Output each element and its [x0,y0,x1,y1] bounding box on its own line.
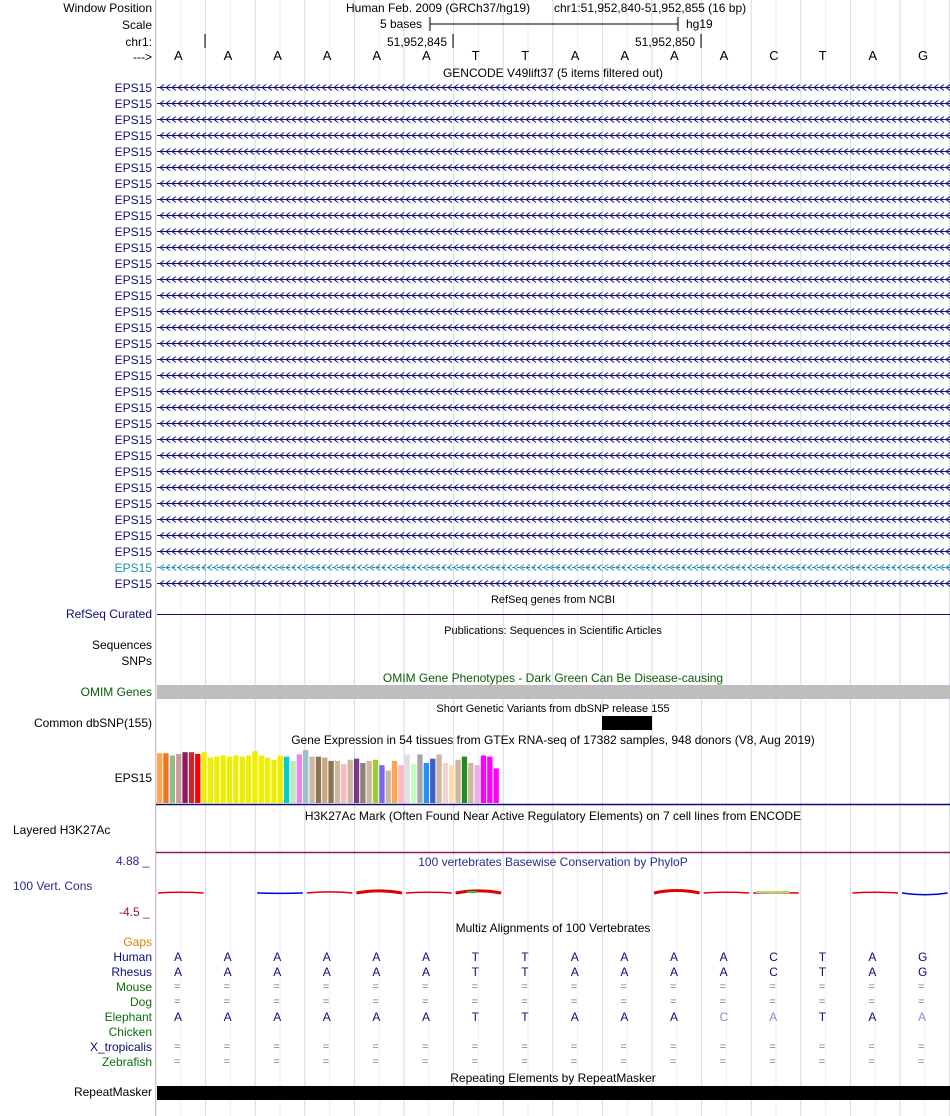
gtex-tissue-bar [468,763,473,803]
multiz-base: = [719,1056,727,1068]
pubs-track-title: Publications: Sequences in Scientific Articles [444,625,662,637]
phylop-signal-mark [852,892,898,893]
gtex-tissue-bar [221,756,226,804]
multiz-base: A [223,950,232,964]
multiz-base: A [223,1010,232,1024]
dbsnp-track-title: Short Genetic Variants from dbSNP release 155 [436,703,670,715]
multiz-base: A [670,1010,679,1024]
gtex-tissue-bar [328,761,333,803]
multiz-base: = [273,996,280,1008]
multiz-species-label[interactable]: Mouse [115,980,152,994]
gtex-tissue-bar [278,756,283,804]
gencode-transcript-label[interactable]: EPS15 [114,241,152,255]
multiz-base: = [818,996,826,1008]
gtex-tissue-bar [297,754,302,803]
gencode-transcript-label[interactable]: EPS15 [114,529,152,543]
multiz-species-label[interactable]: Zebrafish [101,1055,152,1069]
gtex-tissue-bar [163,753,168,803]
repeatmasker-element [157,1086,950,1100]
gencode-transcript-label[interactable]: EPS15 [114,561,152,575]
coord-label-1: 51,952,845 [387,35,448,49]
dbsnp-label[interactable]: Common dbSNP(155) [33,716,152,730]
multiz-base: T [818,1010,827,1024]
multiz-base: T [521,950,529,964]
phylop-signal-mark [654,890,700,893]
gtex-tissue-bar [182,752,187,803]
multiz-base: A [620,965,629,979]
multiz-base: A [570,1010,579,1024]
refseq-label[interactable]: RefSeq Curated [65,607,152,621]
multiz-base: = [174,981,181,993]
multiz-base: = [471,981,479,993]
multiz-base: = [570,1041,578,1053]
gtex-tissue-bar [348,760,353,803]
multiz-base: A [273,965,282,979]
h3k27ac-track-title: H3K27Ac Mark (Often Found Near Active Regulatory Elements) on 7 cell lines from ENCODE [304,809,802,823]
base-letter: A [372,48,382,63]
multiz-base: = [521,1056,528,1068]
multiz-base: = [918,1056,925,1068]
gtex-tissue-bar [367,761,372,803]
gencode-transcript-label[interactable]: EPS15 [114,577,152,591]
gencode-track-title: GENCODE V49lift37 (5 items filtered out) [442,66,664,80]
phylop-signal-mark [704,892,750,893]
multiz-base: A [322,965,331,979]
multiz-species-label[interactable]: Dog [129,995,152,1009]
multiz-base: A [322,1010,331,1024]
multiz-base: A [174,965,183,979]
multiz-base: = [620,981,627,993]
multiz-base: A [570,965,579,979]
multiz-base: A [868,1010,877,1024]
gtex-tissue-bar [405,754,410,803]
window-position-label: Window Position [63,1,152,15]
gtex-tissue-bar [430,759,435,803]
gtex-tissue-bar [284,757,289,803]
gtex-tissue-bar [392,761,397,803]
multiz-base: A [620,950,629,964]
multiz-base: = [422,981,429,993]
multiz-base: = [471,1041,479,1053]
gencode-transcript-label[interactable]: EPS15 [114,273,152,287]
multiz-base: = [223,996,231,1008]
gtex-tissue-bar [201,752,206,803]
multiz-gaps-label: Gaps [123,935,152,949]
gtex-tissue-bar [360,763,365,803]
multiz-base: A [868,950,877,964]
multiz-base: = [422,1056,429,1068]
multiz-base: A [422,1010,431,1024]
multiz-base: T [471,965,479,979]
gencode-transcript-label[interactable]: EPS15 [114,337,152,351]
gtex-tissue-bar [455,760,460,803]
gtex-tissue-bar [373,760,378,803]
gtex-tissue-bar [462,757,467,803]
multiz-species-label[interactable]: Chicken [108,1025,152,1039]
gencode-transcript-label[interactable]: EPS15 [114,193,152,207]
gtex-tissue-bar [379,765,384,803]
gencode-transcript-label[interactable]: EPS15 [114,289,152,303]
gencode-transcript-label[interactable]: EPS15 [114,97,152,111]
multiz-base: = [868,1041,875,1053]
phylop-signal-mark [456,891,502,893]
gtex-tissue-bar [240,757,245,803]
multiz-base: A [174,950,183,964]
multiz-base: = [719,981,727,993]
multiz-base: = [868,996,875,1008]
gencode-transcript-label[interactable]: EPS15 [114,401,152,415]
multiz-base: = [769,1041,776,1053]
multiz-base: = [620,996,627,1008]
gtex-tissue-bar [436,754,441,803]
base-letter: A [273,48,282,63]
gtex-track-title: Gene Expression in 54 tissues from GTEx RNA-seq of 17382 samples, 948 donors (V8, Aug 2019) [291,733,815,747]
gtex-tissue-bar [475,765,480,803]
multiz-base: = [422,996,429,1008]
refseq-track-title: RefSeq genes from NCBI [490,594,616,606]
gtex-tissue-bar [449,765,454,803]
chrom-label: chr1: [125,35,152,49]
gencode-transcript-label[interactable]: EPS15 [114,369,152,383]
multiz-base: = [273,1056,280,1068]
multiz-base: A [422,950,431,964]
gtex-tissue-bar [494,768,499,803]
gtex-tissue-bar [189,752,194,803]
phylop-signal-mark [467,891,477,893]
multiz-base: = [918,981,925,993]
multiz-base: = [670,996,677,1008]
gtex-tissue-bar [214,757,219,803]
gencode-transcript-label[interactable]: EPS15 [114,449,152,463]
multiz-base: = [719,1041,727,1053]
base-letter: G [918,48,929,63]
gencode-transcript-label[interactable]: EPS15 [114,177,152,191]
multiz-base: = [223,1041,231,1053]
multiz-base: = [868,981,875,993]
multiz-base: = [422,1041,429,1053]
gencode-transcript-label[interactable]: EPS15 [114,305,152,319]
scale-bar-text: 5 bases [380,17,423,31]
h3k27ac-label[interactable]: Layered H3K27Ac [13,823,111,837]
multiz-base: A [174,1010,183,1024]
multiz-base: A [719,965,728,979]
multiz-species-label[interactable]: Rhesus [111,965,152,979]
position-readout: chr1:51,952,840-51,952,855 (16 bp) [554,1,747,15]
multiz-base: = [620,1041,627,1053]
base-letter: A [868,48,878,63]
gtex-tissue-bar [259,756,264,804]
base-letter: A [670,48,679,63]
multiz-base: = [322,981,330,993]
base-letter: A [719,48,729,63]
omim-track-title: OMIM Gene Phenotypes - Dark Green Can Be Disease-causing [382,671,724,685]
gtex-tissue-bar [157,753,162,803]
multiz-base: A [670,950,679,964]
gencode-transcript-label[interactable]: EPS15 [114,81,152,95]
multiz-base: = [670,1041,677,1053]
gtex-tissue-bar [443,763,448,803]
multiz-base: = [769,1056,776,1068]
multiz-base: = [670,981,677,993]
multiz-base: = [570,981,578,993]
multiz-species-label[interactable]: Elephant [104,1010,152,1024]
base-letter: A [322,48,332,63]
multiz-track-title: Multiz Alignments of 100 Vertebrates [455,921,651,935]
phylop-label[interactable]: 100 Vert. Cons [13,879,93,893]
multiz-base: C [719,1010,729,1024]
gencode-transcript-label[interactable]: EPS15 [114,353,152,367]
gtex-tissue-bar [309,757,314,803]
multiz-base: = [918,1041,925,1053]
gtex-tissue-bar [195,754,200,803]
gtex-tissue-bar [335,761,340,803]
multiz-base: = [620,1056,627,1068]
gtex-tissue-bar [246,756,251,804]
multiz-base: = [174,1041,181,1053]
multiz-base: A [273,1010,282,1024]
repeatmasker-label[interactable]: RepeatMasker [73,1085,152,1099]
base-letter: A [422,48,431,63]
phylop-signal-mark [356,891,402,893]
gencode-transcript-label[interactable]: EPS15 [114,513,152,527]
gencode-transcript-label[interactable]: EPS15 [114,481,152,495]
multiz-base: = [273,1041,280,1053]
phylop-signal-mark [158,892,204,893]
gtex-tissue-bar [176,754,181,803]
multiz-base: = [818,1056,826,1068]
dbsnp-variant [602,716,652,730]
multiz-base: = [818,981,826,993]
scale-db-text: hg19 [686,17,713,31]
multiz-base: T [521,1010,529,1024]
multiz-base: = [471,996,479,1008]
pubs-snps-label[interactable]: SNPs [121,654,152,668]
gencode-transcript-label[interactable]: EPS15 [114,417,152,431]
base-letter: T [521,48,530,63]
gtex-tissue-bar [411,764,416,803]
phylop-max-label: 4.88 _ [116,854,150,868]
coord-label-2: 51,952,850 [635,35,696,49]
multiz-base: = [372,1056,379,1068]
phylop-min-label: -4.5 _ [119,905,150,919]
multiz-base: A [322,950,331,964]
gencode-transcript-label[interactable]: EPS15 [114,113,152,127]
strand-label: ---> [133,50,152,64]
multiz-base: A [868,965,877,979]
multiz-base: A [670,965,679,979]
phylop-track-title: 100 vertebrates Basewise Conservation by PhyloP [418,855,688,869]
multiz-base: = [918,996,925,1008]
gencode-transcript-label[interactable]: EPS15 [114,385,152,399]
gtex-tissue-bar [271,760,276,803]
gtex-label[interactable]: EPS15 [114,771,152,785]
scale-label: Scale [121,18,152,32]
multiz-base: = [570,1056,578,1068]
multiz-base: = [769,981,776,993]
gtex-tissue-bar [265,758,270,803]
base-letter: A [620,48,630,63]
multiz-base: A [719,950,728,964]
base-letter: A [223,48,233,63]
gencode-transcript-label[interactable]: EPS15 [114,545,152,559]
gtex-tissue-bar [398,765,403,803]
gtex-tissue-bar [424,763,429,803]
gencode-transcript-label[interactable]: EPS15 [114,433,152,447]
multiz-base: = [521,1041,528,1053]
multiz-species-label[interactable]: Human [113,950,152,964]
multiz-base: A [620,1010,629,1024]
multiz-base: = [174,996,181,1008]
multiz-base: T [521,965,529,979]
assembly-name: Human Feb. 2009 (GRCh37/hg19) [346,1,531,15]
gtex-tissue-bar [227,757,232,803]
multiz-base: A [769,1010,778,1024]
multiz-base: = [322,1056,330,1068]
base-letter: A [570,48,580,63]
gtex-tissue-bar [170,756,175,804]
multiz-base: = [372,981,379,993]
multiz-base: = [769,996,776,1008]
multiz-base: = [521,996,528,1008]
multiz-base: = [322,996,330,1008]
multiz-base: = [719,996,727,1008]
base-letter: A [174,48,183,63]
repeatmasker-track-title: Repeating Elements by RepeatMasker [450,1071,656,1085]
gencode-transcript-label[interactable]: EPS15 [114,225,152,239]
multiz-species-label[interactable]: X_tropicalis [89,1040,152,1054]
multiz-base: = [868,1056,875,1068]
omim-gene-bar [157,685,950,699]
multiz-base: A [372,950,381,964]
phylop-signal-mark [406,892,452,893]
gtex-tissue-bar [341,764,346,803]
gencode-transcript-label[interactable]: EPS15 [114,129,152,143]
phylop-signal-mark [902,893,948,895]
multiz-base: G [918,950,928,964]
phylop-signal-mark [756,891,790,893]
multiz-base: = [570,996,578,1008]
multiz-base: = [322,1041,330,1053]
multiz-base: = [223,1056,231,1068]
multiz-base: = [273,981,280,993]
multiz-base: = [818,1041,826,1053]
multiz-base: A [372,1010,381,1024]
multiz-base: A [372,965,381,979]
multiz-base: A [918,1010,927,1024]
multiz-base: = [174,1056,181,1068]
base-letter: C [769,48,779,63]
gtex-tissue-bar [233,756,238,804]
multiz-base: T [471,950,479,964]
multiz-base: T [818,965,827,979]
gtex-tissue-bar [386,771,391,803]
gtex-tissue-bar [322,758,327,803]
gtex-tissue-bar [290,761,295,803]
gtex-tissue-bar [252,751,257,803]
multiz-base: A [223,965,232,979]
multiz-base: C [769,965,778,979]
base-letter: T [471,48,480,63]
multiz-base: = [471,1056,479,1068]
gencode-transcript-label[interactable]: EPS15 [114,497,152,511]
gtex-tissue-bar [481,756,486,804]
gtex-tissue-bar [208,758,213,803]
multiz-base: = [521,981,528,993]
multiz-base: T [471,1010,479,1024]
gencode-transcript-label[interactable]: EPS15 [114,321,152,335]
base-letter: T [818,48,827,63]
gtex-tissue-bar [417,754,422,803]
multiz-base: = [670,1056,677,1068]
multiz-base: A [422,965,431,979]
multiz-base: A [273,950,282,964]
gtex-tissue-bar [303,750,308,803]
multiz-base: = [372,1041,379,1053]
multiz-base: T [818,950,827,964]
multiz-base: G [918,965,928,979]
pubs-sequences-label[interactable]: Sequences [91,638,152,652]
phylop-signal-mark [307,892,353,893]
gencode-transcript-label[interactable]: EPS15 [114,161,152,175]
multiz-base: C [769,950,778,964]
gtex-tissue-bar [354,759,359,803]
gtex-tissue-bar [487,757,492,803]
multiz-base: = [372,996,379,1008]
gtex-tissue-bar [316,757,321,803]
gencode-transcript-label[interactable]: EPS15 [114,257,152,271]
omim-label[interactable]: OMIM Genes [80,685,152,699]
multiz-base: A [570,950,579,964]
gencode-transcript-label[interactable]: EPS15 [114,465,152,479]
multiz-base: = [223,981,231,993]
gencode-transcript-label[interactable]: EPS15 [114,209,152,223]
gencode-transcript-label[interactable]: EPS15 [114,145,152,159]
